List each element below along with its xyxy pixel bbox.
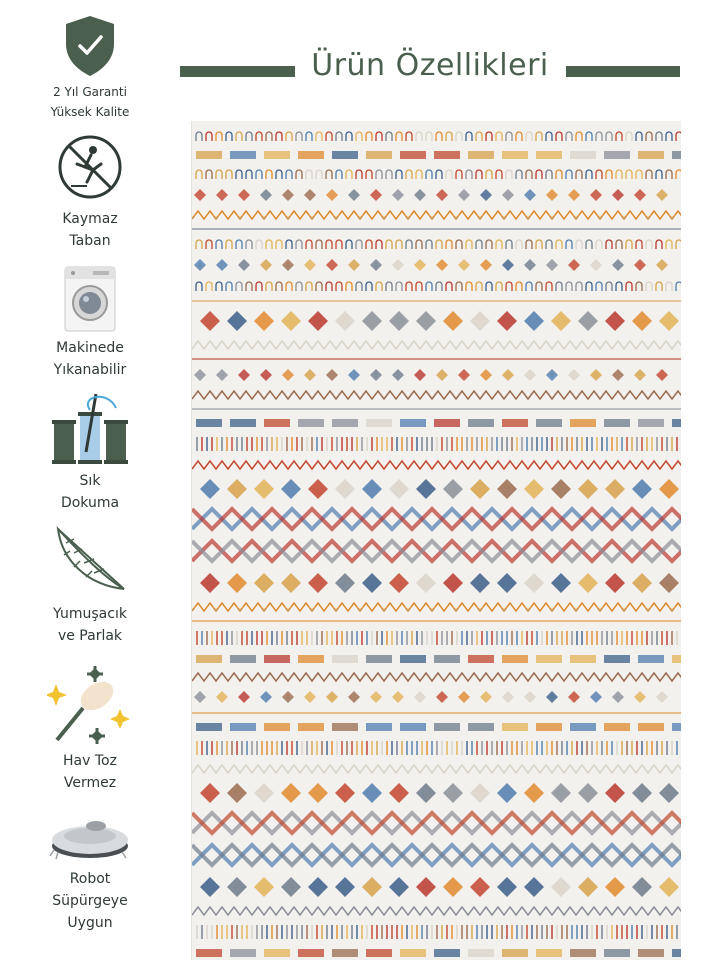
rug-pattern [192, 121, 681, 960]
feature-warranty-label: 2 Yıl Garanti Yüksek Kalite [50, 85, 130, 119]
feature-nonslip-label: Kaymaz Taban [62, 211, 118, 249]
robot-vacuum-icon [48, 812, 132, 862]
feature-nodust [0, 662, 180, 794]
thread-spools-icon [50, 390, 130, 466]
feature-weave [0, 390, 180, 514]
duster-icon [47, 662, 133, 748]
no-slip-icon [57, 134, 123, 200]
feature-soft-label: Yumuşacık ve Parlak [53, 606, 127, 644]
feature-washable-label: Makinede Yıkanabilir [53, 340, 127, 378]
rug-image [191, 121, 681, 960]
feature-sidebar [0, 0, 180, 960]
page-title: Ürün Özellikleri [311, 48, 549, 83]
feature-soft [0, 525, 180, 647]
feature-warranty [0, 14, 180, 122]
shield-check-icon [62, 14, 118, 78]
feather-icon [52, 525, 128, 595]
feature-washable [0, 265, 180, 381]
feature-nonslip [0, 134, 180, 252]
feature-nodust-label: Hav Toz Vermez [63, 753, 117, 791]
feature-robot-label: Robot Süpürgeye Uygun [52, 871, 128, 931]
feature-robot [0, 812, 180, 934]
washing-machine-icon [63, 265, 117, 333]
product-features-header [180, 40, 680, 100]
feature-weave-label: Sık Dokuma [60, 473, 120, 511]
